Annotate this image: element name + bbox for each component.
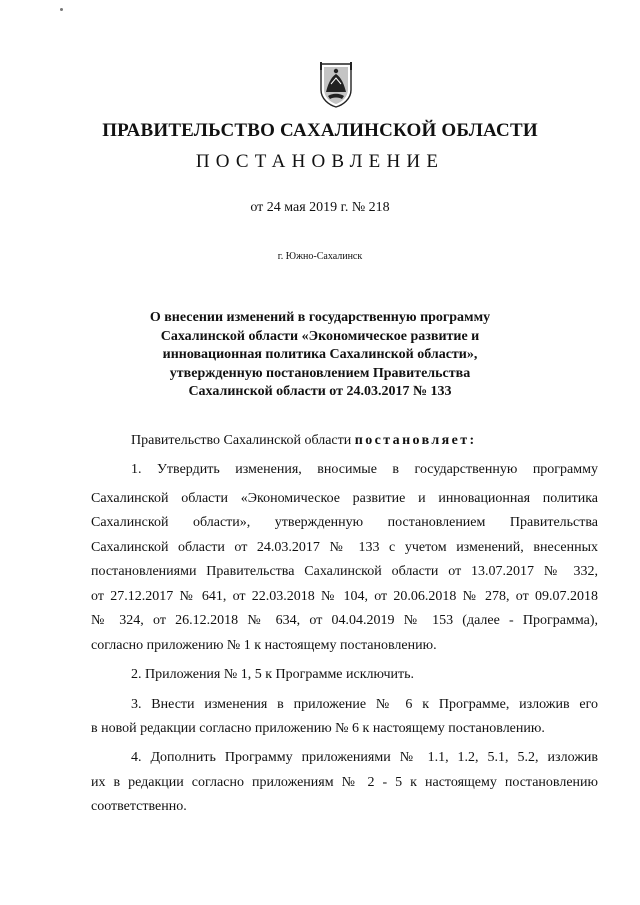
paragraph-4-line: соответственно. [91,799,187,814]
subject-line: утвержденную постановлением Правительства [169,365,471,381]
document-city: г. Южно-Сахалинск [277,251,363,262]
sakhalin-coat-of-arms-icon [319,62,353,108]
intro-text: Правительство Сахалинской области [131,433,355,448]
paragraph-1-line: постановлениями Правительства Сахалинской области от 13.07.2017 № 332, [91,564,598,579]
paragraph-3-line: в новой редакции согласно приложению № 6 к настоящему постановлению. [91,721,545,736]
paragraph-1-line: Сахалинской области «Экономическое развитие и инновационная политика [91,491,598,506]
subject-line: Сахалинской области от 24.03.2017 № 133 [188,384,452,399]
paragraph-2-line: 2. Приложения № 1, 5 к Программе исключить. [131,667,414,682]
paragraph-1-line: Сахалинской области от 24.03.2017 № 133 с учетом изменений, внесенных [91,540,598,555]
intro-paragraph [131,432,598,450]
paragraph-1-line: № 324, от 26.12.2018 № 634, от 04.04.2019 № 153 (далее - Программа), [91,613,598,628]
document-date-number: от 24 мая 2019 г. № 218 [250,200,390,215]
document-type: ПОСТАНОВЛЕНИЕ [195,151,445,172]
subject-line: Сахалинской области «Экономическое развитие и [160,328,480,344]
government-title: ПРАВИТЕЛЬСТВО САХАЛИНСКОЙ ОБЛАСТИ [102,120,538,141]
paragraph-4-line: их в редакции согласно приложениям № 2 - 5 к настоящему постановлению [91,775,598,790]
paragraph-1-line: 1. Утвердить изменения, вносимые в государственную программу [131,462,598,477]
subject-line: инновационная политика Сахалинской области», [162,347,478,362]
intro-resolves: постановляет: [354,433,477,448]
document-subject [120,309,520,402]
paragraph-1-line: согласно приложению № 1 к настоящему постановлению. [91,638,437,653]
paragraph-1-line: Сахалинской области», утвержденную постановлением Правительства [91,515,598,530]
paragraph-4-line: 4. Дополнить Программу приложениями № 1.1, 1.2, 5.1, 5.2, изложив [131,750,598,765]
scan-speck [60,8,63,11]
paragraph-3-line: 3. Внести изменения в приложение № 6 к Программе, изложив его [131,697,598,712]
subject-line: О внесении изменений в государственную программу [149,310,491,325]
paragraph-1-line: от 27.12.2017 № 641, от 22.03.2018 № 104, от 20.06.2018 № 278, от 09.07.2018 [91,589,598,604]
